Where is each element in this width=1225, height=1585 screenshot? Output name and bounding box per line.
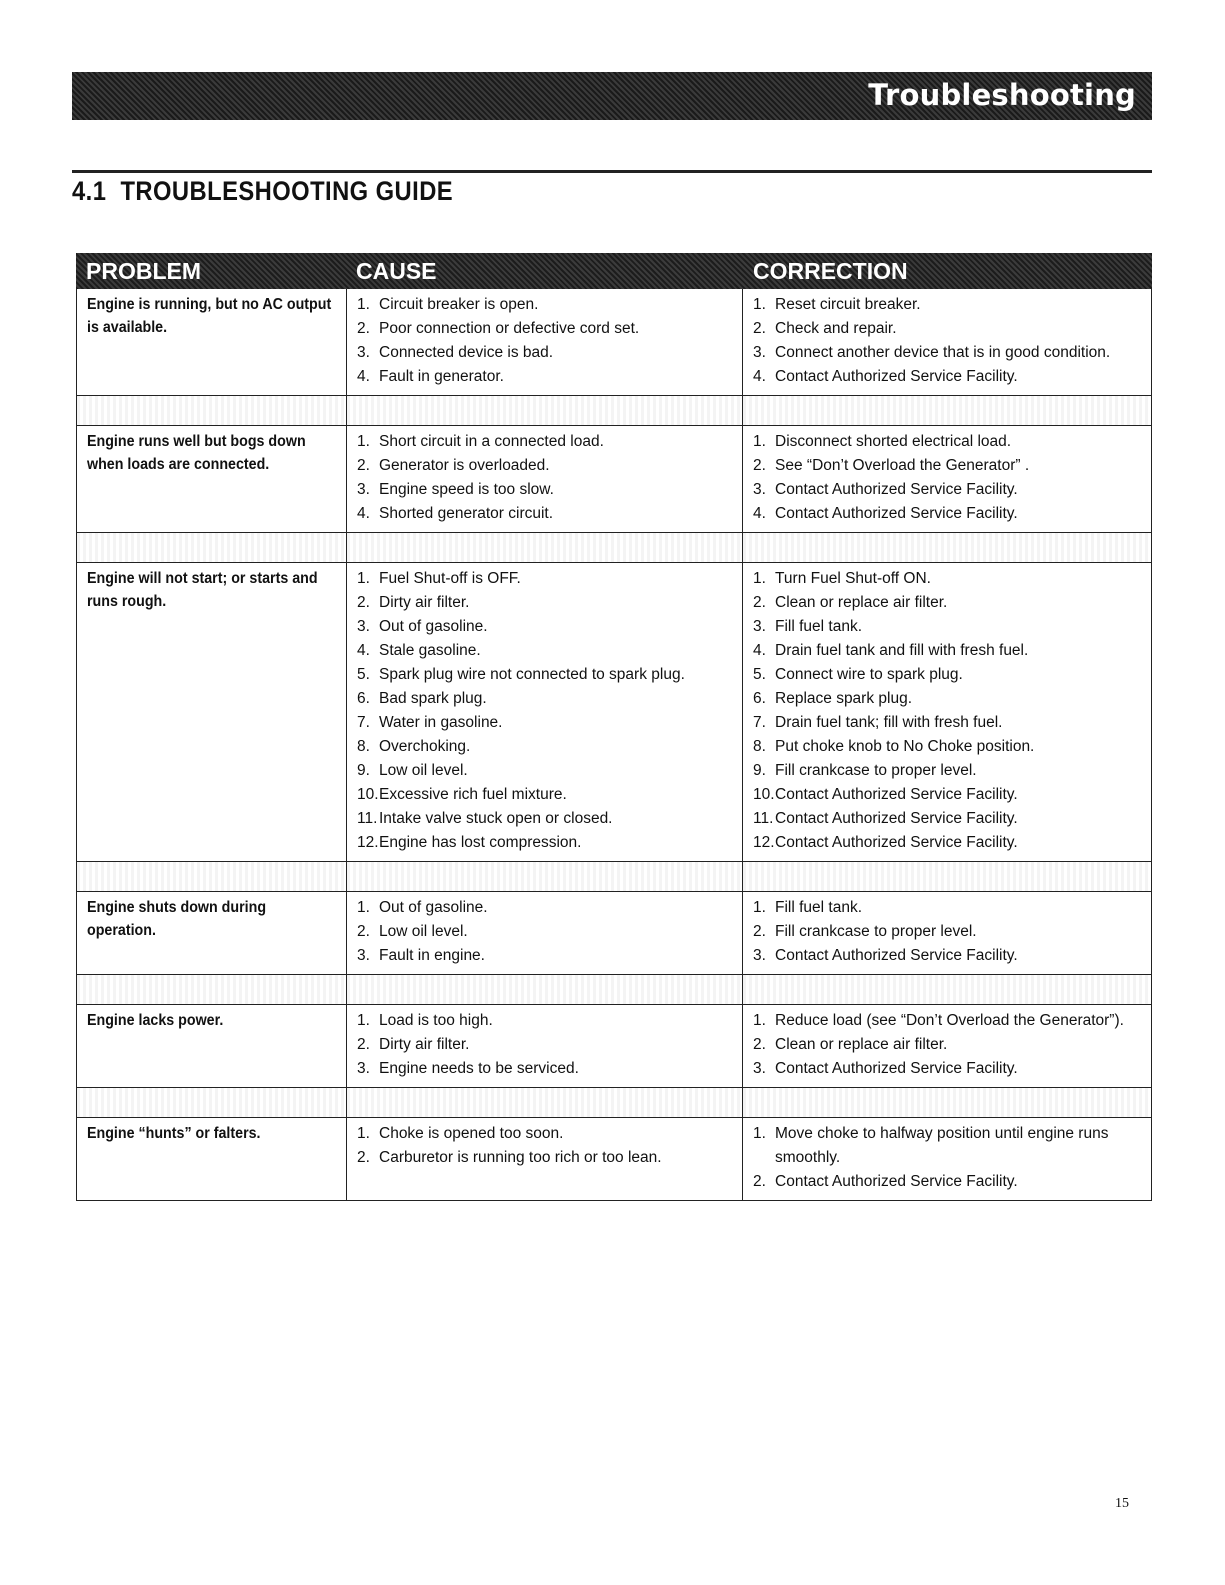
correction-item-text: Disconnect shorted electrical load. [775,433,1012,450]
correction-item-number: 4. [753,642,766,659]
correction-item-text: Check and repair. [775,320,897,337]
banner-title: Troubleshooting [868,78,1136,112]
separator-cell [77,862,347,891]
cause-item [357,317,734,341]
cause-list [357,293,734,389]
cause-item-text: Shorted generator circuit. [379,505,554,522]
cause-item-number: 12. [357,834,379,851]
correction-item [753,1122,1143,1170]
section-number: 4.1 [72,176,107,206]
separator-cell [347,975,743,1004]
cause-item-number: 2. [357,320,370,337]
cause-item-text: Fault in engine. [379,947,485,964]
correction-list [753,293,1143,389]
correction-item-text: Contact Authorized Service Facility. [775,1060,1018,1077]
row-separator [76,862,1152,892]
cause-item-number: 5. [357,666,370,683]
correction-item-number: 1. [753,296,766,313]
correction-item-number: 11. [753,810,774,827]
correction-item-text: Contact Authorized Service Facility. [775,810,1018,827]
cause-item [357,365,734,389]
correction-item [753,639,1143,663]
correction-item-number: 2. [753,320,766,337]
cause-list [357,1122,734,1170]
correction-item [753,341,1143,365]
problem-cell [77,892,347,974]
problem-cell [77,426,347,532]
cause-item-text: Fault in generator. [379,368,504,385]
cause-item-number: 2. [357,457,370,474]
correction-item [753,759,1143,783]
cause-item-number: 1. [357,1012,370,1029]
correction-item-text: Drain fuel tank; fill with fresh fuel. [775,714,1003,731]
cause-item-number: 2. [357,594,370,611]
correction-item [753,365,1143,389]
correction-item-number: 2. [753,923,766,940]
cause-item-number: 1. [357,570,370,587]
cause-list [357,896,734,968]
cause-item [357,567,734,591]
correction-item-number: 1. [753,433,766,450]
correction-item-text: Contact Authorized Service Facility. [775,1173,1018,1190]
correction-item-number: 7. [753,714,766,731]
row-separator [76,1088,1152,1118]
section-title: TROUBLESHOOTING GUIDE [120,176,454,206]
separator-cell [743,533,1151,562]
cause-item-text: Stale gasoline. [379,642,481,659]
cause-item-number: 3. [357,344,370,361]
cause-item [357,783,734,807]
correction-item-text: See “Don’t Overload the Generator” . [775,457,1030,474]
cause-item-number: 3. [357,1060,370,1077]
cause-item [357,341,734,365]
correction-item [753,591,1143,615]
correction-item-text: Contact Authorized Service Facility. [775,368,1018,385]
separator-cell [77,1088,347,1117]
correction-item-number: 4. [753,368,766,385]
problem-text: Engine will not start; or starts and runs rough. [87,570,318,610]
correction-cell [743,1005,1151,1087]
problem-text: Engine “hunts” or falters. [87,1125,261,1142]
cause-item-text: Out of gasoline. [379,618,488,635]
cause-item-text: Bad spark plug. [379,690,487,707]
correction-item-text: Put choke knob to No Choke position. [775,738,1035,755]
cause-item [357,896,734,920]
problem-text: Engine is running, but no AC output is available. [87,296,332,336]
correction-list [753,1122,1143,1194]
row-separator [76,533,1152,563]
correction-cell [743,563,1151,861]
problem-text: Engine shuts down during operation. [87,899,267,939]
separator-cell [743,396,1151,425]
cause-item-text: Dirty air filter. [379,1036,470,1053]
cause-item-number: 9. [357,762,370,779]
cause-item-number: 3. [357,481,370,498]
cause-item-text: Overchoking. [379,738,471,755]
correction-item [753,430,1143,454]
cause-item [357,1009,734,1033]
cause-item [357,1033,734,1057]
cause-item [357,502,734,526]
correction-cell [743,289,1151,395]
cause-item-number: 3. [357,947,370,964]
cause-item-number: 2. [357,923,370,940]
separator-cell [743,1088,1151,1117]
cause-item-text: Intake valve stuck open or closed. [379,810,613,827]
correction-item-number: 9. [753,762,766,779]
header-correction: CORRECTION [753,258,908,284]
correction-item-number: 2. [753,1173,766,1190]
cause-item [357,430,734,454]
cause-item-text: Engine has lost compression. [379,834,582,851]
correction-item-number: 1. [753,1012,766,1029]
table-row [76,892,1152,975]
cause-item-number: 6. [357,690,370,707]
correction-cell [743,892,1151,974]
correction-item [753,687,1143,711]
correction-item-text: Turn Fuel Shut-off ON. [775,570,931,587]
correction-item-number: 12. [753,834,775,851]
separator-cell [347,533,743,562]
cause-item-text: Water in gasoline. [379,714,503,731]
correction-item-text: Fill fuel tank. [775,618,863,635]
correction-item [753,317,1143,341]
correction-item [753,807,1143,831]
cause-item-number: 2. [357,1036,370,1053]
correction-item-number: 5. [753,666,766,683]
row-separator [76,396,1152,426]
header-cause: CAUSE [356,258,437,284]
cause-item-text: Spark plug wire not connected to spark plug. [379,666,685,683]
cause-item-text: Short circuit in a connected load. [379,433,604,450]
cause-item-number: 1. [357,433,370,450]
cause-item [357,639,734,663]
cause-item [357,1057,734,1081]
correction-cell [743,426,1151,532]
cause-item [357,478,734,502]
cause-list [357,430,734,526]
correction-item-text: Fill crankcase to proper level. [775,762,977,779]
correction-item [753,1033,1143,1057]
cause-item-text: Excessive rich fuel mixture. [379,786,567,803]
correction-item-number: 3. [753,344,766,361]
correction-item-text: Contact Authorized Service Facility. [775,786,1018,803]
cause-item-text: Choke is opened too soon. [379,1125,564,1142]
correction-item-number: 4. [753,505,766,522]
correction-item [753,896,1143,920]
correction-item-number: 1. [753,570,766,587]
correction-item [753,454,1143,478]
row-separator [76,975,1152,1005]
correction-item-number: 8. [753,738,766,755]
cause-item-text: Poor connection or defective cord set. [379,320,640,337]
correction-item-text: Connect another device that is in good condition. [775,344,1111,361]
page-number: 15 [1115,1496,1129,1511]
correction-item-number: 3. [753,618,766,635]
cause-item-text: Circuit breaker is open. [379,296,539,313]
cause-cell [347,563,743,861]
correction-item-number: 2. [753,594,766,611]
cause-item-number: 1. [357,899,370,916]
cause-item-text: Load is too high. [379,1012,493,1029]
cause-item-text: Dirty air filter. [379,594,470,611]
cause-item [357,687,734,711]
separator-cell [743,862,1151,891]
cause-item-number: 4. [357,368,370,385]
table-row [76,426,1152,533]
correction-item-number: 3. [753,481,766,498]
correction-item-number: 2. [753,457,766,474]
cause-item-number: 8. [357,738,370,755]
correction-item-number: 1. [753,1125,766,1142]
correction-item [753,1009,1143,1033]
cause-item-text: Fuel Shut-off is OFF. [379,570,521,587]
section-heading [72,176,453,207]
cause-item-number: 11. [357,810,378,827]
correction-item-text: Connect wire to spark plug. [775,666,963,683]
cause-item-number: 3. [357,618,370,635]
correction-list [753,896,1143,968]
cause-cell [347,892,743,974]
separator-cell [77,396,347,425]
correction-item [753,783,1143,807]
table-header [76,253,1152,289]
cause-item [357,920,734,944]
correction-item-text: Contact Authorized Service Facility. [775,947,1018,964]
cause-item [357,831,734,855]
correction-item-number: 10. [753,786,775,803]
cause-item [357,615,734,639]
cause-item-text: Engine speed is too slow. [379,481,554,498]
correction-item-number: 3. [753,947,766,964]
header-banner [72,72,1152,120]
cause-list [357,567,734,855]
cause-item-text: Low oil level. [379,923,468,940]
table-row [76,289,1152,396]
cause-item-text: Connected device is bad. [379,344,554,361]
cause-item-text: Engine needs to be serviced. [379,1060,579,1077]
correction-item [753,502,1143,526]
cause-item [357,735,734,759]
correction-item [753,1170,1143,1194]
correction-item [753,1057,1143,1081]
problem-cell [77,1005,347,1087]
correction-list [753,1009,1143,1081]
correction-item-text: Drain fuel tank and fill with fresh fuel. [775,642,1029,659]
correction-item-text: Contact Authorized Service Facility. [775,505,1018,522]
cause-item-number: 1. [357,1125,370,1142]
separator-cell [77,533,347,562]
correction-item [753,478,1143,502]
cause-item-text: Low oil level. [379,762,468,779]
separator-cell [77,975,347,1004]
separator-cell [347,1088,743,1117]
correction-item [753,831,1143,855]
cause-item-number: 4. [357,642,370,659]
table-row [76,1118,1152,1201]
separator-cell [347,862,743,891]
cause-item [357,944,734,968]
cause-item [357,591,734,615]
cause-cell [347,1118,743,1200]
cause-item-number: 1. [357,296,370,313]
problem-cell [77,563,347,861]
correction-item-text: Contact Authorized Service Facility. [775,481,1018,498]
separator-cell [347,396,743,425]
section-rule [72,170,1152,173]
correction-item [753,711,1143,735]
correction-item [753,663,1143,687]
cause-item [357,1122,734,1146]
cause-item [357,759,734,783]
problem-text: Engine lacks power. [87,1012,224,1029]
troubleshooting-table [76,253,1152,1201]
correction-list [753,430,1143,526]
cause-item [357,807,734,831]
correction-item-text: Reduce load (see “Don’t Overload the Generator”). [775,1012,1124,1029]
correction-item [753,615,1143,639]
cause-cell [347,1005,743,1087]
cause-item-text: Generator is overloaded. [379,457,550,474]
cause-list [357,1009,734,1081]
problem-cell [77,1118,347,1200]
table-row [76,1005,1152,1088]
table-row [76,563,1152,862]
correction-item-text: Fill crankcase to proper level. [775,923,977,940]
correction-cell [743,1118,1151,1200]
problem-cell [77,289,347,395]
cause-item-number: 2. [357,1149,370,1166]
cause-item [357,711,734,735]
problem-text: Engine runs well but bogs down when loads are connected. [87,433,306,473]
correction-item-text: Fill fuel tank. [775,899,863,916]
cause-item-number: 4. [357,505,370,522]
correction-item [753,735,1143,759]
cause-item-text: Out of gasoline. [379,899,488,916]
correction-item-text: Clean or replace air filter. [775,594,948,611]
cause-item-number: 10. [357,786,379,803]
cause-cell [347,289,743,395]
cause-item-text: Carburetor is running too rich or too lean. [379,1149,662,1166]
header-problem: PROBLEM [86,258,201,284]
correction-list [753,567,1143,855]
correction-item-text: Reset circuit breaker. [775,296,921,313]
cause-item [357,454,734,478]
cause-item [357,293,734,317]
cause-item-number: 7. [357,714,370,731]
correction-item [753,944,1143,968]
correction-item [753,293,1143,317]
separator-cell [743,975,1151,1004]
correction-item-number: 3. [753,1060,766,1077]
correction-item [753,567,1143,591]
correction-item-text: Move choke to halfway position until engine runs smoothly. [775,1125,1109,1166]
cause-item [357,1146,734,1170]
correction-item-number: 2. [753,1036,766,1053]
correction-item-text: Contact Authorized Service Facility. [775,834,1018,851]
correction-item [753,920,1143,944]
cause-item [357,663,734,687]
correction-item-text: Replace spark plug. [775,690,913,707]
correction-item-text: Clean or replace air filter. [775,1036,948,1053]
table-body [76,289,1152,1201]
correction-item-number: 6. [753,690,766,707]
correction-item-number: 1. [753,899,766,916]
cause-cell [347,426,743,532]
